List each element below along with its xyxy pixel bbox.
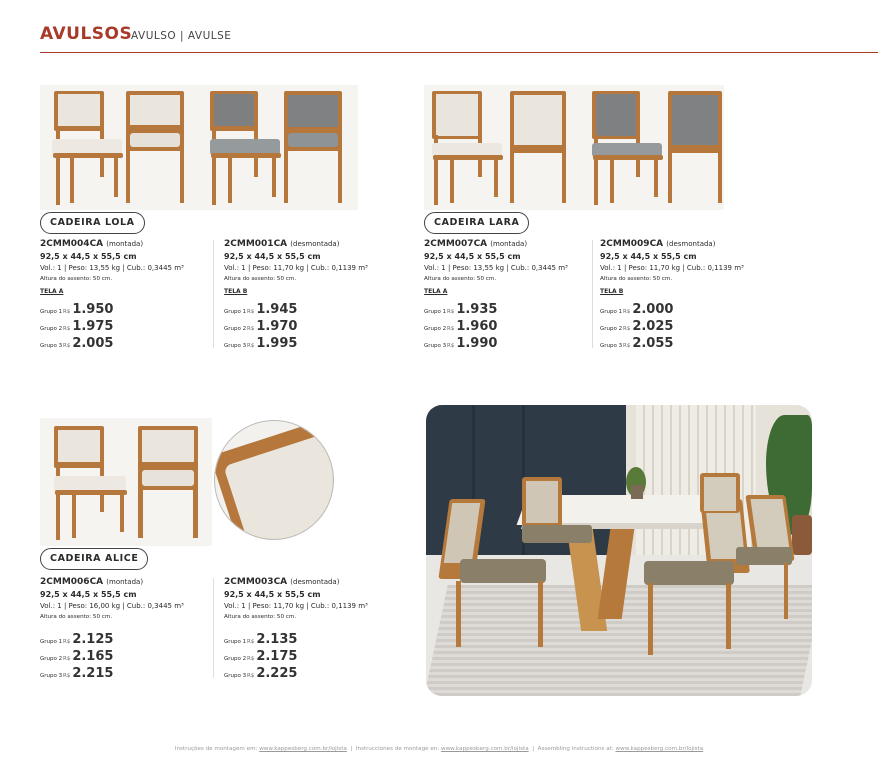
lara-a-specs bbox=[424, 238, 599, 349]
price-row: Grupo 3R$ 1.990 bbox=[424, 336, 498, 351]
price-row: Grupo 1R$ 1.945 bbox=[224, 302, 298, 317]
dimensions: 92,5 x 44,5 x 55,5 cm bbox=[40, 252, 137, 261]
lara-chair-gray-back bbox=[668, 91, 726, 205]
price-row: Grupo 3R$ 2.225 bbox=[224, 666, 298, 681]
volume-weight: Vol.: 1 | Peso: 11,70 kg | Cub.: 0,1139 m³ bbox=[224, 264, 368, 272]
lola-b-specs bbox=[224, 238, 399, 349]
fabric-label: TELA B bbox=[600, 288, 624, 295]
price-row: Grupo 2R$ 2.165 bbox=[40, 649, 114, 664]
lola-a-specs bbox=[40, 238, 215, 349]
page-title: AVULSOS bbox=[40, 24, 133, 44]
alice-chair-angle bbox=[50, 426, 130, 540]
lola-photo bbox=[40, 85, 358, 210]
price-row: Grupo 3R$ 2.215 bbox=[40, 666, 114, 681]
product-code: 2CMM009CA (desmontada) bbox=[600, 239, 716, 249]
seat-height: Altura do assento: 50 cm. bbox=[40, 614, 113, 620]
lola-chair-cream-back bbox=[126, 91, 186, 205]
header-rule bbox=[40, 52, 878, 53]
product-code: 2CMM007CA (montada) bbox=[424, 239, 528, 249]
volume-weight: Vol.: 1 | Peso: 11,70 kg | Cub.: 0,1139 m³ bbox=[600, 264, 744, 272]
lara-label: CADEIRA LARA bbox=[424, 212, 529, 234]
price-row: Grupo 3R$ 2.005 bbox=[40, 336, 114, 351]
dimensions: 92,5 x 44,5 x 55,5 cm bbox=[600, 252, 697, 261]
seat-height: Altura do assento: 50 cm. bbox=[40, 276, 113, 282]
alice-label: CADEIRA ALICE bbox=[40, 548, 148, 570]
volume-weight: Vol.: 1 | Peso: 13,55 kg | Cub.: 0,3445 m³ bbox=[424, 264, 568, 272]
price-row: Grupo 1R$ 2.000 bbox=[600, 302, 674, 317]
fabric-label: TELA A bbox=[424, 288, 448, 295]
product-code: 2CMM004CA (montada) bbox=[40, 239, 144, 249]
volume-weight: Vol.: 1 | Peso: 16,00 kg | Cub.: 0,3445 m³ bbox=[40, 602, 184, 610]
price-row: Grupo 1R$ 1.935 bbox=[424, 302, 498, 317]
fabric-detail-circle bbox=[214, 420, 334, 540]
seat-height: Altura do assento: 50 cm. bbox=[224, 276, 297, 282]
price-row: Grupo 1R$ 1.950 bbox=[40, 302, 114, 317]
fabric-label: TELA B bbox=[224, 288, 248, 295]
seat-height: Altura do assento: 50 cm. bbox=[224, 614, 297, 620]
price-row: Grupo 2R$ 1.960 bbox=[424, 319, 498, 334]
product-code: 2CMM001CA (desmontada) bbox=[224, 239, 340, 249]
volume-weight: Vol.: 1 | Peso: 11,70 kg | Cub.: 0,1139 m³ bbox=[224, 602, 368, 610]
lara-b-specs bbox=[600, 238, 775, 349]
column-divider bbox=[592, 240, 593, 348]
price-row: Grupo 2R$ 1.975 bbox=[40, 319, 114, 334]
seat-height: Altura do assento: 50 cm. bbox=[600, 276, 673, 282]
alice-photo bbox=[40, 418, 212, 546]
page-subtitle: AVULSO | AVULSE bbox=[131, 30, 232, 42]
lara-chair-gray-angle bbox=[590, 91, 666, 205]
price-row: Grupo 2R$ 2.175 bbox=[224, 649, 298, 664]
price-row: Grupo 1R$ 2.125 bbox=[40, 632, 114, 647]
alice-chair-front bbox=[138, 426, 200, 540]
dimensions: 92,5 x 44,5 x 55,5 cm bbox=[224, 252, 321, 261]
lara-photo bbox=[424, 85, 724, 210]
lola-chair-gray-angle bbox=[208, 91, 284, 205]
fabric-label: TELA A bbox=[40, 288, 64, 295]
dimensions: 92,5 x 44,5 x 55,5 cm bbox=[224, 590, 321, 599]
price-row: Grupo 1R$ 2.135 bbox=[224, 632, 298, 647]
dining-room-photo bbox=[426, 405, 812, 696]
alice-b-specs bbox=[224, 576, 399, 679]
lola-label: CADEIRA LOLA bbox=[40, 212, 145, 234]
product-code: 2CMM006CA (montada) bbox=[40, 577, 144, 587]
price-row: Grupo 3R$ 2.055 bbox=[600, 336, 674, 351]
assembly-instructions-footer: Instruções de montagem em: www.kappesberg.com.br/lojista | Instrucciones de montage en: www.kappesberg.com.br/lojista | Assembling instructions at: www.kappesberg.com.br/lojista bbox=[174, 746, 704, 752]
assembly-link-en[interactable]: www.kappesberg.com.br/lojista bbox=[615, 746, 704, 752]
assembly-link-pt[interactable]: www.kappesberg.com.br/lojista bbox=[259, 746, 347, 752]
column-divider bbox=[213, 578, 214, 678]
product-code: 2CMM003CA (desmontada) bbox=[224, 577, 340, 587]
price-row: Grupo 2R$ 1.970 bbox=[224, 319, 298, 334]
assembly-link-es[interactable]: www.kappesberg.com.br/lojista bbox=[441, 746, 529, 752]
lara-chair-cream-angle bbox=[430, 91, 506, 205]
lola-chair-gray-back bbox=[284, 91, 344, 205]
seat-height: Altura do assento: 50 cm. bbox=[424, 276, 497, 282]
volume-weight: Vol.: 1 | Peso: 13,55 kg | Cub.: 0,3445 m³ bbox=[40, 264, 184, 272]
lara-chair-cream-back bbox=[510, 91, 570, 205]
dimensions: 92,5 x 44,5 x 55,5 cm bbox=[424, 252, 521, 261]
alice-a-specs bbox=[40, 576, 215, 679]
dimensions: 92,5 x 44,5 x 55,5 cm bbox=[40, 590, 137, 599]
price-row: Grupo 2R$ 2.025 bbox=[600, 319, 674, 334]
price-row: Grupo 3R$ 1.995 bbox=[224, 336, 298, 351]
lola-chair-cream-angle bbox=[50, 91, 126, 205]
column-divider bbox=[213, 240, 214, 348]
